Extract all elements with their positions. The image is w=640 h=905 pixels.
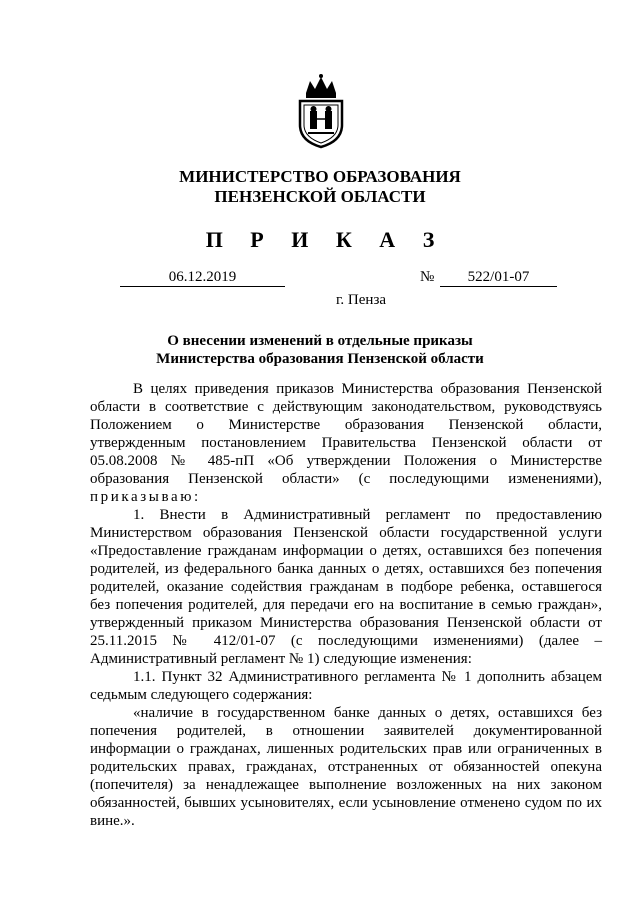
coat-of-arms-icon [296, 73, 346, 149]
document-type-title: П Р И К А З [205, 227, 446, 252]
order-date: 06.12.2019 [120, 268, 285, 287]
ministry-name-line2: ПЕНЗЕНСКОЙ ОБЛАСТИ [214, 187, 426, 206]
body-line: 25.11.2015 № 412/01-07 (с последующими изменениями) (далее – [90, 633, 602, 649]
body-line: области в соответствие с действующим законодательством, руководствуясь [90, 399, 602, 415]
body-line: «наличие в государственном банке данных о детях, оставшихся без [133, 705, 602, 721]
city: г. Пенза [335, 292, 387, 308]
body-line: вине.». [90, 813, 135, 829]
body-line: родителей, оказание содействия гражданам в подборе ребенка, оставшегося [90, 579, 602, 595]
body-line: «Предоставление гражданам информации о детях, оставшихся без попечения [90, 543, 602, 559]
body-line: образования Пензенской области» (с последующими изменениями), [90, 471, 602, 487]
body-line: утвержденный приказом Министерства образования Пензенской области от [90, 615, 602, 631]
body-line: родителей, из федерального банка данных о детях, оставшихся без попечения [90, 561, 602, 577]
number-sign: № [420, 269, 435, 285]
body-line: (попечителя) за ненадлежащее выполнение возложенных на них законом [90, 777, 602, 793]
body-line: Министерством образования Пензенской области государственной услуги [90, 525, 602, 541]
body-line: без попечения родителей, для передачи его на воспитание в семью граждан», [90, 597, 602, 613]
body-line: 1. Внести в Административный регламент по предоставлению [133, 507, 602, 523]
body-line: информации о гражданах, лишенных родительских прав или ограниченных в [90, 741, 602, 757]
body-line: Административный регламент № 1) следующие изменения: [90, 651, 472, 667]
subject-line2: Министерства образования Пензенской области [156, 351, 484, 367]
order-number: 522/01-07 [440, 268, 557, 287]
body-line: обязанностей, бывших усыновителях, если усыновление отменено судом по их [90, 795, 602, 811]
body-line: родительских правах, гражданах, отстраненных от обязанностей опекуна [90, 759, 602, 775]
body-line: утвержденным постановлением Правительства Пензенской области от [90, 435, 602, 451]
ministry-name-line1: МИНИСТЕРСТВО ОБРАЗОВАНИЯ [179, 167, 461, 186]
subject-line1: О внесении изменений в отдельные приказы [167, 333, 473, 349]
body-line: 05.08.2008 № 485-пП «Об утверждении Положения о Министерстве [90, 453, 602, 469]
body-line: попечения родителей, в отношении заявителей документированной [90, 723, 602, 739]
body-line: седьмым следующего содержания: [90, 687, 313, 703]
body-line: В целях приведения приказов Министерства образования Пензенской [133, 381, 602, 397]
body-line: приказываю: [90, 489, 201, 505]
body-line: 1.1. Пункт 32 Административного регламента № 1 дополнить абзацем [133, 669, 602, 685]
body-line: Положением о Министерстве образования Пензенской области, [90, 417, 602, 433]
